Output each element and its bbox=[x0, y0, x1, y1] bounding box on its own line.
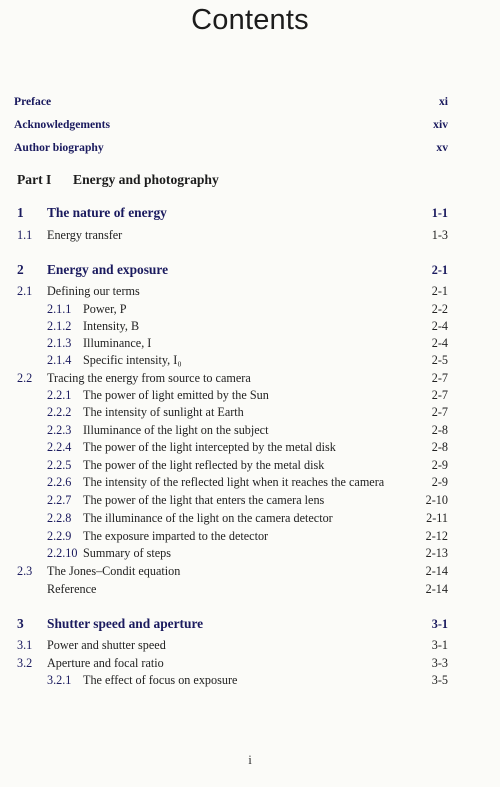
toc-subsection[interactable] bbox=[0, 438, 500, 456]
entry-page: 2-9 bbox=[431, 458, 448, 472]
entry-title: Defining our terms bbox=[47, 284, 140, 298]
toc-frontmatter-author-biography[interactable] bbox=[0, 139, 500, 157]
entry-number: 2.2.2 bbox=[47, 405, 72, 419]
entry-page: 2-8 bbox=[431, 440, 448, 454]
toc-subsection[interactable] bbox=[0, 403, 500, 421]
entry-title: The power of the light intercepted by the metal disk bbox=[83, 440, 336, 454]
entry-number: 2.1.4 bbox=[47, 353, 72, 367]
entry-number: 2.2.10 bbox=[47, 546, 78, 560]
toc-subsection[interactable] bbox=[0, 509, 500, 527]
entry-title: The power of the light that enters the camera lens bbox=[83, 493, 325, 507]
entry-page: 2-14 bbox=[425, 582, 448, 596]
entry-number: 2.2.7 bbox=[47, 493, 72, 507]
toc-frontmatter-preface[interactable] bbox=[0, 93, 500, 111]
part-number: Part I bbox=[17, 172, 52, 187]
entry-number: 2.2.3 bbox=[47, 423, 72, 437]
entry-title: Power and shutter speed bbox=[47, 638, 166, 652]
entry-page: 2-13 bbox=[425, 546, 448, 560]
toc-entry-title: Author biography bbox=[14, 141, 104, 154]
entry-title: The exposure imparted to the detector bbox=[83, 529, 269, 543]
entry-page: 1-1 bbox=[431, 206, 448, 220]
entry-title: Illuminance of the light on the subject bbox=[83, 423, 269, 437]
toc-section[interactable] bbox=[0, 282, 500, 300]
entry-number: 1.1 bbox=[17, 228, 33, 242]
entry-page: 2-10 bbox=[425, 493, 448, 507]
entry-page: 3-1 bbox=[431, 617, 448, 631]
entry-title: Tracing the energy from source to camera bbox=[47, 371, 251, 385]
toc-subsection[interactable] bbox=[0, 421, 500, 439]
toc-entry-page: xiv bbox=[433, 118, 448, 131]
page-title: Contents bbox=[191, 4, 309, 36]
entry-number: 2.2.8 bbox=[47, 511, 72, 525]
entry-page: 2-8 bbox=[431, 423, 448, 437]
entry-title: The illuminance of the light on the camera detector bbox=[83, 511, 333, 525]
toc-section[interactable] bbox=[0, 636, 500, 654]
entry-title: Illuminance, I bbox=[83, 336, 152, 350]
entry-title: The intensity of sunlight at Earth bbox=[83, 405, 244, 419]
entry-page: 2-4 bbox=[431, 336, 448, 350]
entry-page: 1-3 bbox=[431, 228, 448, 242]
entry-number: 2.2.4 bbox=[47, 440, 72, 454]
entry-title: Shutter speed and aperture bbox=[47, 616, 204, 631]
entry-number: 2.1.2 bbox=[47, 319, 72, 333]
toc-subsection[interactable] bbox=[0, 456, 500, 474]
entry-page: 2-5 bbox=[431, 353, 448, 367]
entry-page: 3-5 bbox=[431, 673, 448, 687]
toc-subsection[interactable] bbox=[0, 491, 500, 509]
toc-entry-title: Acknowledgements bbox=[14, 118, 110, 131]
toc-section[interactable] bbox=[0, 369, 500, 387]
entry-number: 2.2.6 bbox=[47, 475, 72, 489]
entry-number: 2.1 bbox=[17, 284, 33, 298]
entry-page: 2-7 bbox=[431, 371, 448, 385]
entry-page: 2-1 bbox=[431, 284, 448, 298]
entry-number: 2.2.9 bbox=[47, 529, 72, 543]
entry-number: 3.2 bbox=[17, 656, 33, 670]
toc-section[interactable] bbox=[0, 562, 500, 580]
entry-page: 2-7 bbox=[431, 388, 448, 402]
entry-title: Summary of steps bbox=[83, 546, 172, 560]
entry-number: 2.2.5 bbox=[47, 458, 72, 472]
entry-page: 2-14 bbox=[425, 564, 448, 578]
page-number: i bbox=[248, 752, 252, 767]
toc-entry-page: xv bbox=[436, 141, 448, 154]
entry-title: The Jones–Condit equation bbox=[47, 564, 181, 578]
toc-chapter[interactable] bbox=[0, 615, 500, 633]
entry-page: 2-11 bbox=[426, 511, 448, 525]
entry-title: The effect of focus on exposure bbox=[83, 673, 238, 687]
toc-chapter[interactable] bbox=[0, 261, 500, 279]
entry-number: 3.1 bbox=[17, 638, 33, 652]
entry-number: 2.2 bbox=[17, 371, 33, 385]
entry-title: Energy transfer bbox=[47, 228, 123, 242]
entry-number: 2 bbox=[17, 262, 24, 277]
entry-title: Specific intensity, I₀ bbox=[83, 353, 182, 367]
entry-page: 2-9 bbox=[431, 475, 448, 489]
entry-number: 2.2.1 bbox=[47, 388, 72, 402]
entry-title: The nature of energy bbox=[47, 205, 167, 220]
entry-number: 3.2.1 bbox=[47, 673, 72, 687]
entry-title: Power, P bbox=[83, 302, 127, 316]
toc-subsection[interactable] bbox=[0, 527, 500, 545]
toc-subsection[interactable] bbox=[0, 473, 500, 491]
entry-title: The power of light emitted by the Sun bbox=[83, 388, 269, 402]
entry-page: 3-3 bbox=[431, 656, 448, 670]
entry-title: Reference bbox=[47, 582, 97, 596]
entry-page: 2-2 bbox=[431, 302, 448, 316]
entry-page: 3-1 bbox=[431, 638, 448, 652]
entry-page: 2-4 bbox=[431, 319, 448, 333]
toc-reference[interactable] bbox=[0, 580, 500, 598]
toc-section[interactable] bbox=[0, 226, 500, 244]
entry-page: 2-12 bbox=[425, 529, 448, 543]
part-title: Energy and photography bbox=[73, 172, 219, 187]
entry-title: Aperture and focal ratio bbox=[47, 656, 164, 670]
toc-subsection[interactable] bbox=[0, 671, 500, 689]
toc-subsection[interactable] bbox=[0, 317, 500, 335]
entry-number: 2.1.1 bbox=[47, 302, 72, 316]
toc-entry-title: Preface bbox=[14, 95, 52, 108]
entry-title: The intensity of the reflected light when it reaches the camera bbox=[83, 475, 385, 489]
toc-subsection[interactable] bbox=[0, 351, 500, 369]
entry-number: 3 bbox=[17, 616, 24, 631]
entry-number: 2.3 bbox=[17, 564, 33, 578]
entry-number: 1 bbox=[17, 205, 24, 220]
toc-subsection[interactable] bbox=[0, 386, 500, 404]
toc-subsection[interactable] bbox=[0, 334, 500, 352]
entry-title: The power of the light reflected by the metal disk bbox=[83, 458, 325, 472]
toc-subsection[interactable] bbox=[0, 544, 500, 562]
entry-page: 2-7 bbox=[431, 405, 448, 419]
toc-section[interactable] bbox=[0, 654, 500, 672]
entry-title: Intensity, B bbox=[83, 319, 140, 333]
toc-part-heading bbox=[0, 171, 500, 189]
entry-number: 2.1.3 bbox=[47, 336, 72, 350]
toc-chapter[interactable] bbox=[0, 204, 500, 222]
entry-title: Energy and exposure bbox=[47, 262, 169, 277]
toc-frontmatter-acknowledgements[interactable] bbox=[0, 116, 500, 134]
toc-entry-page: xi bbox=[438, 95, 448, 108]
toc-subsection[interactable] bbox=[0, 300, 500, 318]
entry-page: 2-1 bbox=[431, 263, 448, 277]
